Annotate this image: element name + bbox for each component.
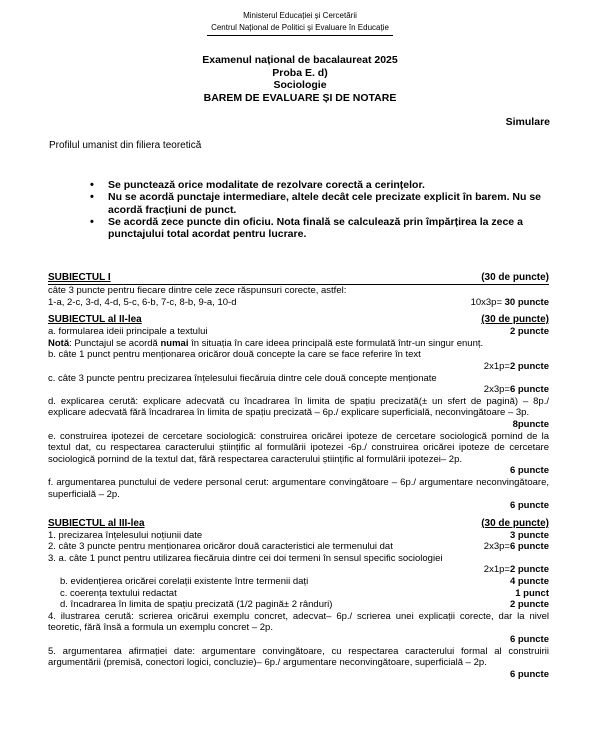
- item-4-points: 6 puncte: [509, 634, 549, 646]
- section-1: [48, 272, 549, 308]
- section-points: (30 de puncte): [481, 517, 549, 529]
- item-d-points: 8puncte: [512, 418, 549, 430]
- section-3: [48, 518, 549, 681]
- item-e: e. construirea ipotezei de cercetare sociologică: construirea oricărei ipoteze de cercetare sociologică pornind de la textul dat, cu respectarea caracterului științific al formulării ipotezei -6p./ construirea oricărei ipoteze de cercetare sociologică pornind de la textul dat, fără respectarea caracterului științific al formulării ipotezei– 2p.: [48, 430, 549, 465]
- exam-title: Examenul național de bacalaureat 2025: [202, 54, 398, 66]
- section-title: SUBIECTUL al II-lea: [48, 314, 142, 326]
- item-c-points: 2x3p=6 puncte: [483, 384, 549, 396]
- item-3a: 3. a. câte 1 punct pentru utilizarea fiecăruia dintre cei doi termeni în sensul specific sociologiei: [48, 552, 443, 564]
- item-3a-points: 2x1p=2 puncte: [483, 564, 549, 576]
- item-b: b. câte 1 punct pentru menționarea oricăror două concepte la care se face referire în text: [48, 349, 421, 361]
- page-header: [0, 10, 600, 36]
- answers-total: 10x3p= 30 puncte: [470, 296, 549, 308]
- section-points: (30 de puncte): [481, 272, 549, 283]
- item-4: 4. ilustrarea cerută: scrierea oricărui exemplu concret, adecvat– 6p./ scrierea unei explicații corecte, dar la nivel teoretic, fără însă a formula un exemplu concret – 2p.: [48, 610, 549, 634]
- item-5: 5. argumentarea afirmației date: argumentare convingătoare, cu respectarea caracterului formal al construirii argumentării (premisă, conectori logici, concluzie)– 6p./ argumentare neconvingătoare, superficială – 2p.: [48, 645, 549, 669]
- profile-label: Profilul umanist din filiera teoretică: [49, 140, 202, 151]
- section-title: SUBIECTUL I: [48, 272, 111, 283]
- rule-item: • Nu se acordă punctaje intermediare, altele decât cele precizate explicit în barem. Nu se acordă fracțiuni de punct.: [90, 191, 552, 216]
- rule-item: • Se acordă zece puncte din oficiu. Nota finală se calculează prin împărțirea la zece a punctajului total acordat pentru lucrare.: [90, 216, 552, 241]
- section-1-intro: câte 3 puncte pentru fiecare dintre cele zece răspunsuri corecte, astfel:: [48, 285, 347, 296]
- item-3d: d. încadrarea în limita de spațiu precizată (1/2 pagină± 2 rânduri) 2 puncte: [60, 599, 549, 611]
- section-1-answers-row: [48, 297, 549, 309]
- barem-title: BAREM DE EVALUARE ȘI DE NOTARE: [203, 91, 397, 104]
- item-f-points: 6 puncte: [509, 500, 549, 512]
- simulare-label: Simulare: [505, 116, 550, 128]
- grading-sections: [48, 272, 549, 686]
- item-2: 2. câte 3 puncte pentru menționarea oricăror două caracteristici ale termenului dat 2x3p=6 puncte: [48, 541, 549, 553]
- rule-item: • Se punctează orice modalitate de rezolvare corectă a cerințelor.: [90, 179, 552, 191]
- general-rules: [90, 179, 552, 240]
- center-name: Centrul Național de Politici și Evaluare în Educație: [207, 22, 393, 36]
- item-3c: c. coerența textului redactat 1 punct: [60, 587, 549, 599]
- section-title: SUBIECTUL al III-lea: [48, 517, 145, 529]
- section-3-header: [48, 518, 549, 530]
- section-2-header: [48, 314, 549, 326]
- proba-label: Proba E. d): [272, 66, 328, 79]
- item-a: a. formularea ideii principale a textului 2 puncte: [48, 326, 549, 338]
- item-e-points: 6 puncte: [509, 465, 549, 477]
- nota: Notă: Punctajul se acordă numai în situația în care ideea principală este formulată într-un singur enunț.: [48, 337, 484, 349]
- exam-title-block: [0, 54, 600, 104]
- item-d: d. explicarea cerută: explicare adecvată cu încadrarea în limita de spațiu precizată(± un sfert de pagină) – 8p./ explicare adecvată fără încadrarea în limita de spațiu precizată – 6p./ explicare superficială, neconvingătoare – 3p.: [48, 395, 549, 419]
- ministry-name: Ministerul Educației și Cercetării: [243, 11, 357, 20]
- section-2: [48, 314, 549, 512]
- section-points: (30 de puncte): [481, 314, 549, 326]
- item-c: c. câte 3 puncte pentru precizarea înțelesului fiecăruia dintre cele două concepte menționate: [48, 372, 437, 384]
- item-3b: b. evidențierea oricărei corelații existente între termenii dați 4 puncte: [60, 576, 549, 588]
- item-5-points: 6 puncte: [509, 668, 549, 680]
- section-1-header: [48, 272, 549, 285]
- item-b-points: 2x1p=2 puncte: [483, 360, 549, 372]
- answers-key: 1-a, 2-c, 3-d, 4-d, 5-c, 6-b, 7-c, 8-b, 9-a, 10-d: [48, 296, 237, 308]
- subject-name: Sociologie: [273, 79, 327, 91]
- item-1: 1. precizarea înțelesului noțiunii date 3 puncte: [48, 529, 549, 541]
- item-f: f. argumentarea punctului de vedere personal cerut: argumentare convingătoare – 6p./ argumentare neconvingătoare, superficială – 2p.: [48, 476, 549, 500]
